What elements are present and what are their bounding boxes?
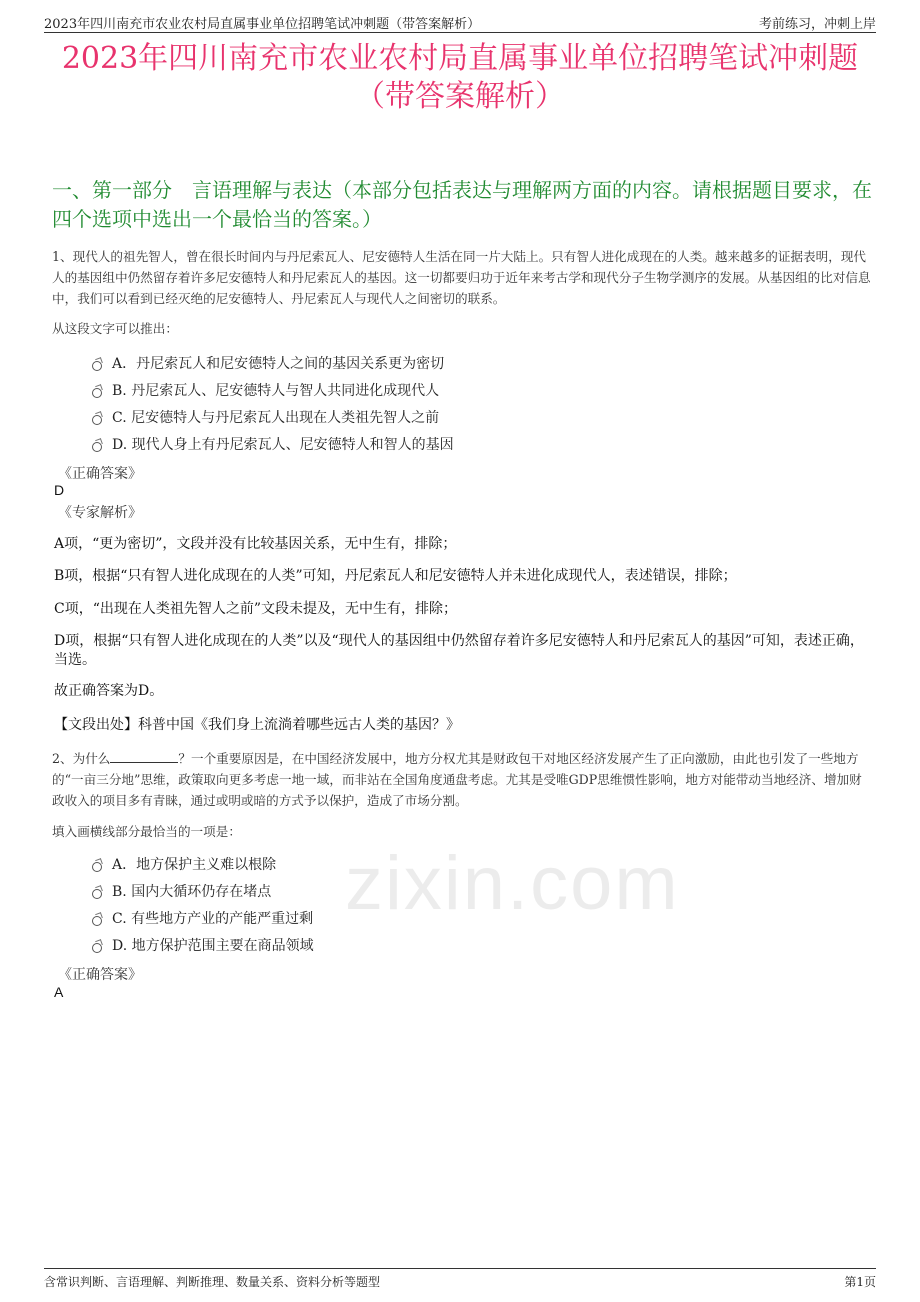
page-title-line2: （带答案解析）: [355, 79, 565, 114]
radio-icon[interactable]: [92, 889, 102, 899]
option-a[interactable]: [92, 349, 454, 376]
page-title: [0, 40, 920, 116]
option-d[interactable]: [92, 430, 454, 457]
question-2-prompt: 填入画横线部分最恰当的一项是：: [52, 824, 241, 839]
analysis-line-d: D项，根据“只有智人进化成现在的人类”以及“现代人的基因组中仍然留存着许多尼安德特人和丹尼索瓦人的基因”可知，表述正确，当选。: [54, 633, 864, 668]
analysis-line-c: C项，“出现在人类祖先智人之前”文段未提及，无中生有，排除；: [54, 601, 458, 617]
page-title-line1: 2023年四川南充市农业农村局直属事业单位招聘笔试冲刺题: [61, 41, 859, 76]
option-label: C. 尼安德特人与丹尼索瓦人出现在人类祖先智人之前: [112, 409, 440, 426]
footer-question-types: 含常识判断、言语理解、判断推理、数量关系、资料分析等题型: [44, 1275, 381, 1289]
option-label: D. 地方保护范围主要在商品领域: [112, 937, 314, 954]
analysis-line-b: B项，根据“只有智人进化成现在的人类”可知，丹尼索瓦人和尼安德特人并未进化成现代人，表述错误，排除；: [54, 568, 737, 584]
question-1-stem: 1、现代人的祖先智人，曾在很长时间内与丹尼索瓦人、尼安德特人生活在同一片大陆上。只有智人进化成现在的人类。越来越多的证据表明，现代人的基因组中仍然留存着许多尼安德特人和丹尼索瓦人的基因。这一切都要归功于近年来考古学和现代分子生物学测序的发展。从基因组的比对信息中，我们可以看到已经灭绝的尼安德特人、丹尼索瓦人与现代人之间密切的联系。: [52, 249, 871, 306]
option-label: B. 国内大循环仍存在堵点: [112, 883, 272, 900]
option-label: A．地方保护主义难以根除: [112, 856, 277, 873]
section-heading: 一、第一部分 言语理解与表达（本部分包括表达与理解两方面的内容。请根据题目要求，在四个选项中选出一个最恰当的答案。）: [52, 178, 872, 231]
question-1-options: [92, 349, 454, 457]
option-d[interactable]: [92, 931, 314, 958]
watermark: zixin.com: [345, 841, 680, 926]
correct-answer-label: 《正确答案》: [58, 466, 142, 482]
answer-blank: [110, 750, 178, 763]
radio-icon[interactable]: [92, 361, 102, 371]
stem-rest: ？一个重要原因是，在中国经济发展中，地方分权尤其是财政包干对地区经济发展产生了正向激励，由此也引发了一些地方的“一亩三分地”思维，政策取向更多考虑一地一域，而非站在全国角度通盘考虑。尤其是受唯GDP思维惯性影响，地方对能带动当地经济、增加财政收入的项目多有青睐，通过或明或暗的方式予以保护，造成了市场分割。: [52, 751, 862, 808]
header-slogan: 考前练习，冲刺上岸: [758, 17, 876, 32]
question-1-prompt: 从这段文字可以推出：: [52, 321, 178, 336]
stem-start: 2、为什么: [52, 751, 111, 766]
page-footer: [44, 1268, 876, 1289]
correct-answer-label: 《正确答案》: [58, 967, 142, 983]
page-number: 第1页: [844, 1275, 876, 1289]
analysis-conclusion: 故正确答案为D。: [54, 683, 164, 699]
radio-icon[interactable]: [92, 916, 102, 926]
option-c[interactable]: [92, 403, 454, 430]
radio-icon[interactable]: [92, 415, 102, 425]
correct-answer-value: A: [54, 984, 64, 1000]
analysis-source: 【文段出处】科普中国《我们身上流淌着哪些远古人类的基因？》: [54, 717, 460, 733]
option-label: D. 现代人身上有丹尼索瓦人、尼安德特人和智人的基因: [112, 436, 454, 453]
option-b[interactable]: [92, 376, 454, 403]
radio-icon[interactable]: [92, 442, 102, 452]
question-2-options: [92, 850, 314, 958]
header-doc-title: 2023年四川南充市农业农村局直属事业单位招聘笔试冲刺题（带答案解析）: [44, 17, 481, 32]
option-label: B. 丹尼索瓦人、尼安德特人与智人共同进化成现代人: [112, 382, 440, 399]
option-label: C. 有些地方产业的产能严重过剩: [112, 910, 314, 927]
radio-icon[interactable]: [92, 388, 102, 398]
page-header: [44, 10, 876, 33]
correct-answer-value: D: [54, 482, 65, 498]
question-2-stem: [52, 748, 872, 811]
radio-icon[interactable]: [92, 862, 102, 872]
option-label: A．丹尼索瓦人和尼安德特人之间的基因关系更为密切: [112, 355, 445, 372]
option-a[interactable]: [92, 850, 314, 877]
option-c[interactable]: [92, 904, 314, 931]
option-b[interactable]: [92, 877, 314, 904]
radio-icon[interactable]: [92, 943, 102, 953]
expert-analysis-label: 《专家解析》: [58, 505, 142, 521]
analysis-line-a: A项，“更为密切”，文段并没有比较基因关系，无中生有，排除；: [54, 536, 457, 552]
